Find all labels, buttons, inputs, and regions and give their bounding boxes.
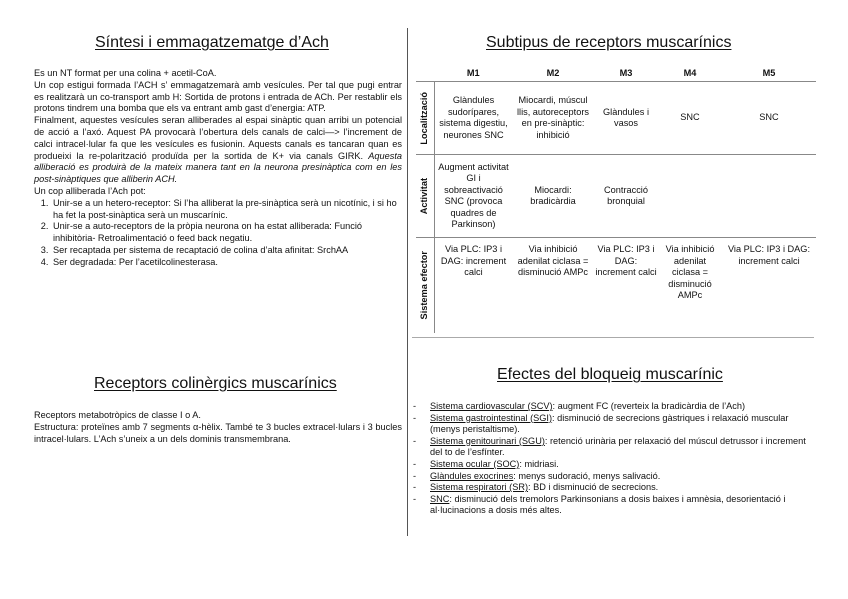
list-item: 3. Ser recaptada per sistema de recaptació de colina d’alta afinitat: SrchAA bbox=[51, 245, 402, 257]
effect-system: Sistema ocular (SOC) bbox=[430, 458, 520, 469]
list-item: 4. Ser degradada: Per l’acetilcolinesterasa. bbox=[51, 257, 402, 269]
effect-text: : augment FC (reverteix la bradicàrdia de l’Ach) bbox=[552, 401, 746, 411]
table-cell: Via PLC: IP3 i DAG: increment calci bbox=[595, 244, 657, 277]
synthesis-p1: Es un NT format per una colina + acetil-CoA. bbox=[34, 68, 217, 78]
effects-title: Efectes del bloqueig muscarínic bbox=[497, 366, 723, 383]
section-separator bbox=[412, 337, 814, 338]
ach-fate-list bbox=[34, 198, 402, 269]
column-divider bbox=[407, 28, 408, 536]
list-item: - Sistema respiratori (SR): BD i disminució de secrecions. bbox=[413, 482, 659, 493]
synthesis-text bbox=[34, 68, 402, 269]
header-m2: M2 bbox=[512, 66, 594, 82]
table-row bbox=[416, 238, 816, 334]
synthesis-p2: Un cop estigui formada l’ACH s’ emmagatzemarà amb vesícules. Per tal que pugi entrar es realitzarà un co-transport amb H: Sortida de protons i entrada de ACh. Per restablir els protons tindrem una bomba que els va entrant amb gast d’energia: ATP. bbox=[34, 79, 402, 114]
header-corner bbox=[416, 66, 435, 82]
effect-system: Sistema genitourinari (SGU) bbox=[430, 435, 545, 446]
subtypes-title: Subtipus de receptors muscarínics bbox=[486, 34, 732, 51]
table-cell: Miocardi: bradicàrdia bbox=[512, 155, 594, 238]
table-cell bbox=[658, 155, 722, 238]
list-item: - Sistema gastrointestinal (SGI): disminució de secrecions gàstriques i relaxació muscular (menys peristaltisme). bbox=[413, 412, 789, 435]
list-item: - Sistema genitourinari (SGU): retenció urinària per relaxació del múscul detrussor i increment del to de l’esfínter. bbox=[413, 435, 806, 458]
table-cell: SNC bbox=[722, 82, 816, 155]
effect-text: : disminució de secrecions gàstriques i relaxació muscular (menys peristaltisme). bbox=[430, 412, 789, 435]
effect-system: Sistema cardiovascular (SCV) bbox=[430, 401, 553, 411]
effects-list bbox=[413, 401, 813, 517]
list-item: - SNC: disminució dels tremolors Parkinsonians a dosis baixes i amnèsia, desorientació i al·lucinacions a dosis més altes. bbox=[413, 493, 786, 516]
list-item: - Sistema cardiovascular (SCV): augment FC (reverteix la bradicàrdia de l’Ach) bbox=[413, 401, 746, 411]
table-cell: Via PLC: IP3 i DAG: increment calci bbox=[727, 244, 811, 266]
header-m1: M1 bbox=[435, 66, 513, 82]
effect-text: : midriasi. bbox=[519, 458, 559, 469]
table-row bbox=[416, 155, 816, 238]
synthesis-p3-italic: Aquesta alliberació es produirà de la mateix manera tant en la neurona presinàptica com en les post-sinàptiques que alliberin ACH. bbox=[34, 150, 402, 185]
list-item: 1. Unir-se a un hetero-receptor: Si l’ha alliberat la pre-sinàptica serà un nicotínic, i si ho ha fet la post-sinàptica serà un muscarínic. bbox=[51, 198, 402, 222]
table-cell: Glàndules sudorípares, sistema digestiu, neurones SNC bbox=[435, 82, 513, 155]
table-cell bbox=[722, 155, 816, 238]
effect-system: Sistema gastrointestinal (SGI) bbox=[430, 412, 553, 423]
receptors-p1: Receptors metabotròpics de classe I o A. bbox=[34, 410, 201, 420]
table-row bbox=[416, 82, 816, 155]
effect-text: : retenció urinària per relaxació del múscul detrussor i increment del to de l’esfínter. bbox=[430, 435, 806, 458]
row-label-cell bbox=[416, 155, 435, 238]
header-m3: M3 bbox=[594, 66, 658, 82]
effect-system: Sistema respiratori (SR) bbox=[430, 482, 529, 493]
table-cell: Glàndules i vasos bbox=[594, 82, 658, 155]
table-header-row bbox=[416, 66, 816, 82]
effect-system: Glàndules exocrines bbox=[430, 470, 514, 481]
receptors-p2: Estructura: proteïnes amb 7 segments α-hèlix. També te 3 bucles extracel·lulars i 3 bucles intracel·lulars. L’Ach s’uneix a un dels dominis transmembrana. bbox=[34, 421, 402, 444]
synthesis-p3 bbox=[34, 115, 402, 186]
effect-text: : BD i disminució de secrecions. bbox=[528, 482, 659, 493]
row-label-cell bbox=[416, 82, 435, 155]
table-cell: Via inhibició adenilat ciclasa = disminució AMPc bbox=[517, 244, 589, 277]
row-label: Activitat bbox=[419, 177, 430, 215]
row-label: Sistema efector bbox=[419, 251, 430, 320]
list-item: - Glàndules exocrines: menys sudoració, menys salivació. bbox=[413, 470, 661, 481]
effect-text: : disminució dels tremolors Parkinsonians a dosis baixes i amnèsia, desorientació i al·lucinacions a dosis més altes. bbox=[430, 493, 786, 516]
table-cell: Via inhibició adenilat ciclasa = disminució AMPc bbox=[665, 244, 715, 300]
table-cell: Contracció bronquial bbox=[594, 155, 658, 238]
synthesis-p3-normal: Finalment, aquestes vesícules seran alliberades al espai sinàptic quan arribi un potencial de acció a l’axó. Aquest PA provocarà l’obertura dels canals de calci—> l’increment de calci intracel·lular fa que les vesícules es fusionin. Aquests canals es tancaran quan es produeixi la re-polarització produïda per la sortida de K+ via canals GIRK. bbox=[34, 115, 402, 161]
row-label-cell bbox=[416, 238, 435, 334]
synthesis-p4: Un cop alliberada l’Ach pot: bbox=[34, 185, 146, 196]
synthesis-title: Síntesi i emmagatzematge d’Ach bbox=[95, 34, 329, 51]
header-m4: M4 bbox=[658, 66, 722, 82]
receptors-title: Receptors colinèrgics muscarínics bbox=[94, 375, 337, 392]
muscarinic-subtypes-table bbox=[416, 66, 816, 333]
table-cell: Via PLC: IP3 i DAG: increment calci bbox=[440, 244, 507, 277]
receptors-text bbox=[34, 410, 402, 445]
effect-text: : menys sudoració, menys salivació. bbox=[513, 470, 661, 481]
row-label: Localització bbox=[419, 91, 430, 145]
effect-system: SNC bbox=[430, 493, 450, 504]
table-cell: Augment activitat GI i sobreactivació SNC (provoca quadres de Parkinson) bbox=[435, 155, 513, 238]
header-m5: M5 bbox=[722, 66, 816, 82]
table-cell: SNC bbox=[658, 82, 722, 155]
list-item: - Sistema ocular (SOC): midriasi. bbox=[413, 458, 559, 469]
table-cell: Miocardi, múscul llis, autoreceptors en pre-sinàptic: inhibició bbox=[512, 82, 594, 155]
list-item: 2. Unir-se a auto-receptors de la pròpia neurona on ha estat alliberada: Funció inhibitòria- Retroalimentació o feed back negatiu. bbox=[51, 221, 402, 245]
